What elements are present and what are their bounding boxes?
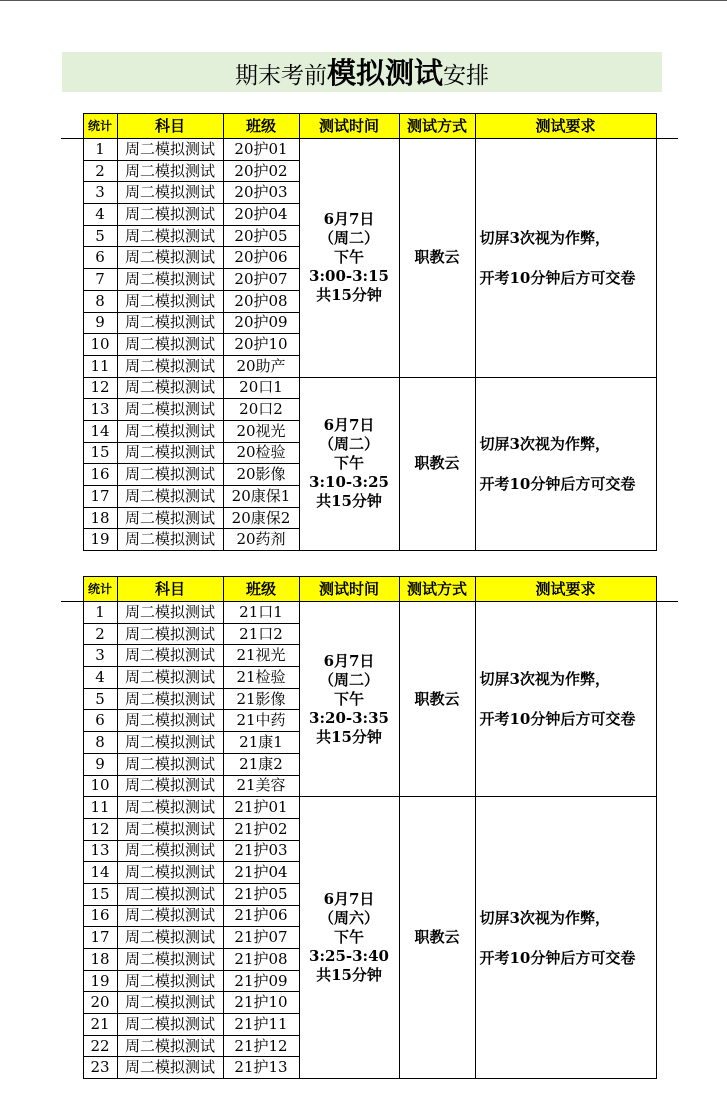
test-time-line: 共15分钟 [316, 966, 382, 985]
row-class: 20影像 [223, 464, 299, 486]
blank-cell [61, 840, 83, 862]
row-index: 14 [83, 420, 117, 442]
row-class: 20康保2 [223, 507, 299, 529]
row-index: 2 [83, 160, 117, 182]
requirement-line: 切屏3次视为作弊， [479, 670, 610, 689]
row-subject: 周二模拟测试 [117, 862, 223, 884]
header-time: 测试时间 [299, 577, 399, 602]
row-index: 10 [83, 334, 117, 356]
blank-cell [61, 204, 83, 226]
requirement-line: 开考10分钟后方可交卷 [479, 710, 636, 729]
row-subject: 周二模拟测试 [117, 688, 223, 710]
test-time-line: 3:25-3:40 [309, 947, 389, 966]
blank-cell [61, 182, 83, 204]
requirement-line: 开考10分钟后方可交卷 [479, 268, 636, 287]
row-class: 21护05 [223, 883, 299, 905]
row-index: 12 [83, 377, 117, 399]
row-subject: 周二模拟测试 [117, 732, 223, 754]
row-index: 7 [83, 269, 117, 291]
row-index: 16 [83, 905, 117, 927]
blank-cell [61, 269, 83, 291]
test-method-cell: 职教云 [399, 139, 475, 378]
row-class: 21口2 [223, 623, 299, 645]
row-index: 20 [83, 992, 117, 1014]
table-row [61, 139, 678, 161]
row-subject: 周二模拟测试 [117, 464, 223, 486]
row-index: 1 [83, 139, 117, 161]
test-time-line: 下午 [333, 928, 364, 947]
right-edge-cell [656, 377, 678, 551]
row-class: 20护07 [223, 269, 299, 291]
test-requirement-cell [475, 377, 656, 551]
test-time-line: 6月7日 [323, 210, 375, 229]
row-index: 9 [83, 312, 117, 334]
row-index: 8 [83, 290, 117, 312]
row-class: 20助产 [223, 355, 299, 377]
row-index: 10 [83, 775, 117, 797]
row-index: 13 [83, 840, 117, 862]
row-index: 1 [83, 602, 117, 624]
header-method: 测试方式 [399, 577, 475, 602]
row-class: 20视光 [223, 420, 299, 442]
test-time-line: （周六） [318, 909, 379, 928]
blank-cell [61, 529, 83, 551]
row-class: 20护03 [223, 182, 299, 204]
row-class: 21护01 [223, 797, 299, 819]
row-subject: 周二模拟测试 [117, 949, 223, 971]
row-subject: 周二模拟测试 [117, 1057, 223, 1079]
test-time-cell [299, 602, 399, 797]
row-index: 14 [83, 862, 117, 884]
row-subject: 周二模拟测试 [117, 355, 223, 377]
header-requirement: 测试要求 [475, 114, 656, 139]
row-subject: 周二模拟测试 [117, 399, 223, 421]
row-class: 21护11 [223, 1014, 299, 1036]
header-class: 班级 [223, 577, 299, 602]
header-index: 统计 [83, 114, 117, 139]
blank-cell [61, 602, 83, 624]
title-emphasis: 模拟测试 [326, 56, 443, 90]
row-index: 5 [83, 688, 117, 710]
header-subject: 科目 [117, 114, 223, 139]
row-class: 20护05 [223, 225, 299, 247]
blank-cell [61, 775, 83, 797]
row-subject: 周二模拟测试 [117, 992, 223, 1014]
header-subject: 科目 [117, 577, 223, 602]
test-time-cell [299, 377, 399, 551]
table-row [61, 602, 678, 624]
requirement-line: 开考10分钟后方可交卷 [479, 474, 636, 493]
header-method: 测试方式 [399, 114, 475, 139]
row-index: 22 [83, 1035, 117, 1057]
test-time-line: （周二） [318, 229, 379, 248]
row-class: 21护09 [223, 970, 299, 992]
header-index: 统计 [83, 577, 117, 602]
test-time-line: 6月7日 [323, 651, 375, 670]
row-index: 6 [83, 710, 117, 732]
test-requirement-cell [475, 139, 656, 378]
blank-cell [61, 355, 83, 377]
row-class: 21检验 [223, 667, 299, 689]
row-class: 21护06 [223, 905, 299, 927]
blank-cell [61, 577, 83, 602]
row-subject: 周二模拟测试 [117, 160, 223, 182]
blank-cell [656, 114, 678, 139]
blank-cell [61, 247, 83, 269]
row-class: 21护04 [223, 862, 299, 884]
row-subject: 周二模拟测试 [117, 840, 223, 862]
row-subject: 周二模拟测试 [117, 1014, 223, 1036]
row-index: 15 [83, 442, 117, 464]
test-time-line: 下午 [333, 454, 364, 473]
blank-cell [61, 464, 83, 486]
blank-cell [656, 577, 678, 602]
blank-cell [61, 486, 83, 508]
right-edge-cell [656, 139, 678, 378]
row-class: 20护02 [223, 160, 299, 182]
row-subject: 周二模拟测试 [117, 818, 223, 840]
row-class: 20药剂 [223, 529, 299, 551]
row-subject: 周二模拟测试 [117, 486, 223, 508]
row-subject: 周二模拟测试 [117, 507, 223, 529]
row-subject: 周二模拟测试 [117, 645, 223, 667]
table-body-2 [61, 602, 678, 1079]
blank-cell [61, 710, 83, 732]
row-subject: 周二模拟测试 [117, 139, 223, 161]
schedule-table-2 [61, 576, 678, 1079]
requirement-line: 切屏3次视为作弊， [479, 908, 610, 927]
row-index: 3 [83, 645, 117, 667]
row-subject: 周二模拟测试 [117, 927, 223, 949]
row-subject: 周二模拟测试 [117, 602, 223, 624]
test-requirement-cell [475, 602, 656, 797]
title-prefix: 期末考前 [234, 63, 327, 89]
blank-cell [61, 114, 83, 139]
row-index: 19 [83, 529, 117, 551]
header-class: 班级 [223, 114, 299, 139]
blank-cell [61, 1035, 83, 1057]
blank-cell [61, 442, 83, 464]
test-requirement-cell [475, 797, 656, 1079]
row-index: 5 [83, 225, 117, 247]
test-time-line: 共15分钟 [316, 492, 382, 511]
row-index: 3 [83, 182, 117, 204]
blank-cell [61, 818, 83, 840]
blank-cell [61, 312, 83, 334]
row-class: 21康1 [223, 732, 299, 754]
row-index: 4 [83, 204, 117, 226]
row-subject: 周二模拟测试 [117, 312, 223, 334]
blank-cell [61, 992, 83, 1014]
blank-cell [61, 139, 83, 161]
row-class: 21中药 [223, 710, 299, 732]
test-time-line: 共15分钟 [316, 727, 382, 746]
row-class: 21护08 [223, 949, 299, 971]
blank-cell [61, 797, 83, 819]
row-class: 21护07 [223, 927, 299, 949]
blank-cell [61, 688, 83, 710]
blank-cell [61, 225, 83, 247]
row-index: 8 [83, 732, 117, 754]
test-time-line: （周二） [318, 435, 379, 454]
row-subject: 周二模拟测试 [117, 905, 223, 927]
row-subject: 周二模拟测试 [117, 797, 223, 819]
top-border-line [0, 0, 727, 1]
row-index: 18 [83, 949, 117, 971]
row-index: 4 [83, 667, 117, 689]
row-subject: 周二模拟测试 [117, 1035, 223, 1057]
blank-cell [61, 290, 83, 312]
row-index: 9 [83, 753, 117, 775]
row-subject: 周二模拟测试 [117, 753, 223, 775]
row-subject: 周二模拟测试 [117, 377, 223, 399]
blank-cell [61, 883, 83, 905]
test-time-line: 6月7日 [323, 416, 375, 435]
row-class: 21护10 [223, 992, 299, 1014]
row-class: 20护10 [223, 334, 299, 356]
test-time-line: 3:00-3:15 [309, 267, 389, 286]
header-time: 测试时间 [299, 114, 399, 139]
row-class: 21护03 [223, 840, 299, 862]
row-class: 21康2 [223, 753, 299, 775]
row-subject: 周二模拟测试 [117, 420, 223, 442]
row-class: 21影像 [223, 688, 299, 710]
row-subject: 周二模拟测试 [117, 623, 223, 645]
row-subject: 周二模拟测试 [117, 775, 223, 797]
blank-cell [61, 507, 83, 529]
row-class: 21视光 [223, 645, 299, 667]
row-class: 20护08 [223, 290, 299, 312]
test-time-line: 3:10-3:25 [309, 473, 389, 492]
row-index: 19 [83, 970, 117, 992]
blank-cell [61, 1057, 83, 1079]
test-time-line: 6月7日 [323, 890, 375, 909]
row-subject: 周二模拟测试 [117, 710, 223, 732]
test-time-line: 下午 [333, 689, 364, 708]
row-subject: 周二模拟测试 [117, 883, 223, 905]
blank-cell [61, 862, 83, 884]
test-time-line: （周二） [318, 670, 379, 689]
row-index: 11 [83, 355, 117, 377]
blank-cell [61, 645, 83, 667]
row-index: 23 [83, 1057, 117, 1079]
row-index: 6 [83, 247, 117, 269]
row-index: 17 [83, 927, 117, 949]
row-index: 11 [83, 797, 117, 819]
test-time-line: 共15分钟 [316, 286, 382, 305]
test-time-cell [299, 139, 399, 378]
row-class: 20护09 [223, 312, 299, 334]
requirement-line: 开考10分钟后方可交卷 [479, 948, 636, 967]
row-class: 20护04 [223, 204, 299, 226]
blank-cell [61, 753, 83, 775]
row-index: 15 [83, 883, 117, 905]
row-subject: 周二模拟测试 [117, 290, 223, 312]
test-time-cell [299, 797, 399, 1079]
row-index: 18 [83, 507, 117, 529]
page-title [62, 52, 662, 92]
test-time-line: 3:20-3:35 [309, 708, 389, 727]
blank-cell [61, 949, 83, 971]
blank-cell [61, 927, 83, 949]
blank-cell [61, 623, 83, 645]
row-subject: 周二模拟测试 [117, 204, 223, 226]
row-subject: 周二模拟测试 [117, 442, 223, 464]
table-body-1 [61, 139, 678, 551]
row-class: 21护02 [223, 818, 299, 840]
blank-cell [61, 732, 83, 754]
test-time-line: 下午 [333, 248, 364, 267]
test-method-cell: 职教云 [399, 377, 475, 551]
row-class: 20护01 [223, 139, 299, 161]
row-class: 20护06 [223, 247, 299, 269]
blank-cell [61, 334, 83, 356]
row-subject: 周二模拟测试 [117, 334, 223, 356]
row-class: 20康保1 [223, 486, 299, 508]
row-index: 17 [83, 486, 117, 508]
row-index: 12 [83, 818, 117, 840]
blank-cell [61, 905, 83, 927]
schedule-table-1 [61, 113, 678, 551]
title-suffix: 安排 [443, 63, 489, 89]
header-requirement: 测试要求 [475, 577, 656, 602]
row-subject: 周二模拟测试 [117, 247, 223, 269]
row-class: 20检验 [223, 442, 299, 464]
row-class: 21护12 [223, 1035, 299, 1057]
blank-cell [61, 420, 83, 442]
row-subject: 周二模拟测试 [117, 269, 223, 291]
requirement-line: 切屏3次视为作弊， [479, 434, 610, 453]
row-class: 20口2 [223, 399, 299, 421]
test-method-cell: 职教云 [399, 797, 475, 1079]
row-index: 16 [83, 464, 117, 486]
row-index: 2 [83, 623, 117, 645]
table-row [61, 377, 678, 399]
row-class: 20口1 [223, 377, 299, 399]
table-row [61, 797, 678, 819]
blank-cell [61, 667, 83, 689]
row-subject: 周二模拟测试 [117, 225, 223, 247]
requirement-line: 切屏3次视为作弊， [479, 228, 610, 247]
row-subject: 周二模拟测试 [117, 529, 223, 551]
blank-cell [61, 377, 83, 399]
row-class: 21口1 [223, 602, 299, 624]
row-index: 21 [83, 1014, 117, 1036]
right-edge-cell [656, 602, 678, 797]
blank-cell [61, 399, 83, 421]
blank-cell [61, 1014, 83, 1036]
test-method-cell: 职教云 [399, 602, 475, 797]
blank-cell [61, 970, 83, 992]
row-subject: 周二模拟测试 [117, 667, 223, 689]
row-class: 21美容 [223, 775, 299, 797]
row-subject: 周二模拟测试 [117, 970, 223, 992]
row-class: 21护13 [223, 1057, 299, 1079]
blank-cell [61, 160, 83, 182]
row-index: 13 [83, 399, 117, 421]
right-edge-cell [656, 797, 678, 1079]
row-subject: 周二模拟测试 [117, 182, 223, 204]
